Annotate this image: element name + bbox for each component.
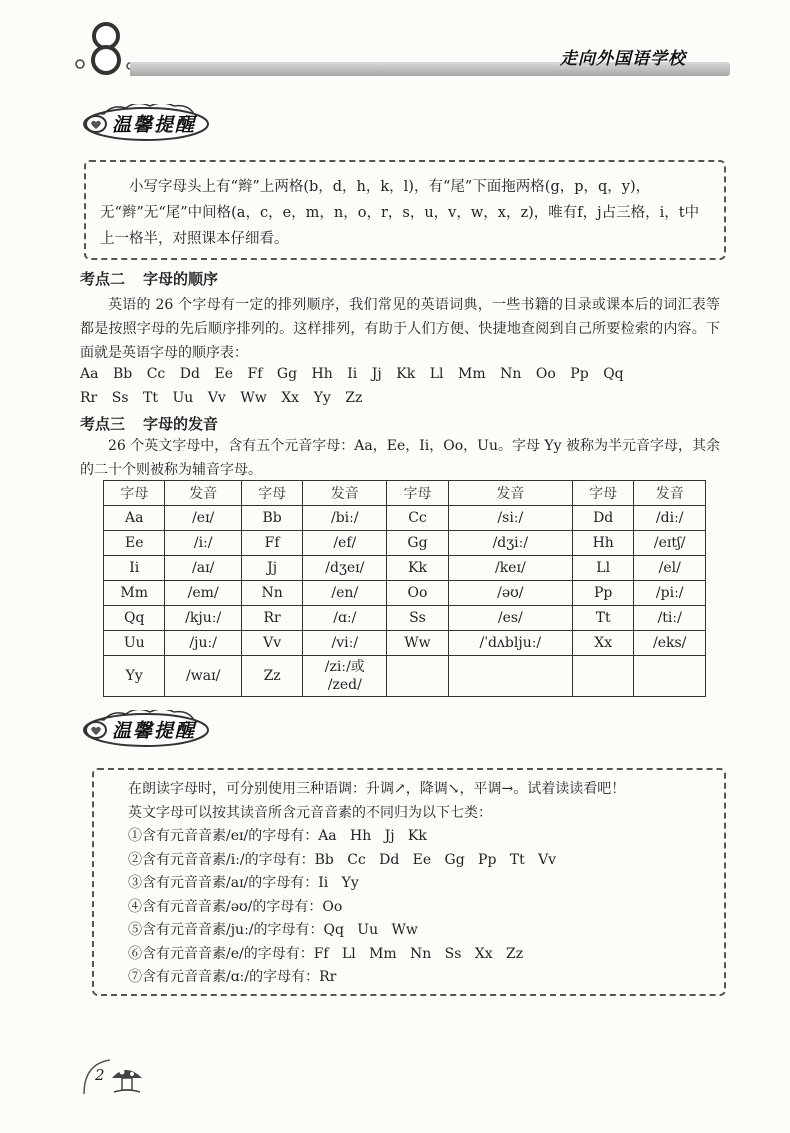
tip2-line: 英文字母可以按其读音所含元音音素的不同归为以下七类： [128,804,492,821]
table-cell [387,656,448,697]
table-cell: Hh [572,531,633,556]
tip2-lines [128,778,718,990]
tip2-line: ⑦含有元音音素/ɑː/的字母有：Rr [128,969,337,985]
letter: Xx [281,390,300,406]
table-cell: /tiː/ [634,606,706,631]
table-cell: Oo [387,581,448,606]
table-header-row [104,481,706,506]
table-cell: Ss [387,606,448,631]
table-header-cell: 字母 [241,481,302,506]
letter: Dd [179,366,200,382]
table-row [104,556,706,581]
table-cell: /eɪ/ [165,506,241,531]
section2-paragraph: 英语的 26 个字母有一定的排列顺序，我们常见的英语词典，一些书籍的目录或课本后的词汇表等都是按照字母的先后顺序排列的。这样排列，有助于人们方便、快捷地查阅到自己所要检索的内容。下面就是英语字母的顺序表： [80,297,720,361]
table-cell: Mm [104,581,165,606]
table-cell: Uu [104,631,165,656]
letter: Kk [396,366,416,382]
table-cell: Yy [104,656,165,697]
table-cell: /el/ [634,556,706,581]
chapter-8-logo-icon [68,20,138,76]
table-row [104,506,706,531]
letter: Nn [500,366,522,382]
table-cell: Vv [241,631,302,656]
letter: Ff [247,366,263,382]
table-cell: /piː/ [634,581,706,606]
letter: Ss [111,390,129,406]
letter: Yy [313,390,331,406]
section2-title: 字母的顺序 [143,270,219,288]
table-cell: /kjuː/ [165,606,241,631]
table-cell: Ii [104,556,165,581]
letter: Tt [143,390,158,406]
letter: Mm [457,366,486,382]
table-cell: /em/ [165,581,241,606]
table-cell: /ef/ [303,531,387,556]
table-cell: /keɪ/ [448,556,572,581]
tip2-line: ⑤含有元音音素/juː/的字母有：Qq Uu Ww [128,922,418,938]
table-cell: Xx [572,631,633,656]
table-cell: /viː/ [303,631,387,656]
tip1-text: 小写字母头上有“辫”上两格(b，d，h，k，l)，有“尾”下面拖两格(g，p，q，y)，无“辫”无“尾”中间格(a，c，e，m，n，o，r，s，u，v，w，x，z)，唯有f，j占三格，i，t中上一格半，对照课本仔细看。 [100,179,700,247]
letter: Ii [347,366,358,382]
table-cell: /iː/ [165,531,241,556]
tip2-line: ④含有元音音素/əʊ/的字母有：Oo [128,898,343,915]
table-cell: /waɪ/ [165,656,241,697]
letter: Bb [112,366,133,382]
table-cell: Nn [241,581,302,606]
table-cell: Pp [572,581,633,606]
table-cell: /əʊ/ [448,581,572,606]
table-cell [448,656,572,697]
table-cell: /aɪ/ [165,556,241,581]
mushroom-footer-icon [78,1054,148,1098]
table-cell: Rr [241,606,302,631]
table-row [104,656,706,697]
letter: Ee [214,366,233,382]
table-cell: Jj [241,556,302,581]
table-cell: Ee [104,531,165,556]
table-cell: Ll [572,556,633,581]
section3-title: 字母的发音 [143,415,219,433]
table-cell: Dd [572,506,633,531]
section3-paragraph: 26 个英文字母中，含有五个元音字母：Aa，Ee，Ii，Oo，Uu。字母 Yy 被称为半元音字母，其余的二十个则被称为辅音字母。 [80,438,721,478]
table-cell: Zz [241,656,302,697]
table-cell-line: /zed/ [327,677,362,693]
tip2-line: 在朗读字母时，可分别使用三种语调：升调↗，降调↘，平调→。试着读读看吧！ [128,781,626,797]
table-cell: Gg [387,531,448,556]
table-cell: /dʒeɪ/ [303,556,387,581]
page-number: 2 [95,1066,105,1084]
table-header-cell: 发音 [303,481,387,506]
letter: Gg [276,366,298,382]
letter: Cc [146,366,166,382]
table-cell: Ff [241,531,302,556]
table-row [104,631,706,656]
table-cell [572,656,633,697]
table-header-cell: 发音 [634,481,706,506]
pronunciation-table [103,480,706,697]
alphabet-row-1 [80,362,730,386]
table-cell: Tt [572,606,633,631]
table-cell: /diː/ [634,506,706,531]
section3-heading [80,413,236,434]
table-header-cell: 字母 [104,481,165,506]
letter: Pp [570,366,589,382]
tip2-line: ③含有元音音素/aɪ/的字母有：Ii Yy [128,875,359,891]
table-row [104,606,706,631]
alphabet-row-2 [80,386,730,410]
table-cell [634,656,706,697]
table-header-cell: 发音 [165,481,241,506]
table-cell: Bb [241,506,302,531]
table-row [104,581,706,606]
letter: Oo [535,366,556,382]
tip-badge-label: 温馨提醒 [112,720,197,742]
table-cell: /dʒiː/ [448,531,572,556]
table-cell [303,656,387,697]
table-header-cell: 发音 [448,481,572,506]
table-cell: /juː/ [165,631,241,656]
letter: Vv [207,390,226,406]
section3-label: 考点三 [80,415,126,433]
tip2-line: ⑥含有元音音素/e/的字母有：Ff Ll Mm Nn Ss Xx Zz [128,945,524,962]
table-cell-line: /ziː/或 [324,659,365,675]
letter: Uu [172,390,194,406]
tip-badge-1 [80,104,210,142]
table-cell: Kk [387,556,448,581]
tip2-line: ②含有元音音素/iː/的字母有：Bb Cc Dd Ee Gg Pp Tt Vv [128,851,557,868]
letter: Qq [603,366,624,382]
table-cell: /ɑː/ [303,606,387,631]
table-cell: /es/ [448,606,572,631]
letter: Ww [240,390,267,406]
section2-heading [80,268,236,289]
letter: Ll [429,366,444,382]
table-cell: Qq [104,606,165,631]
letter: Jj [371,366,382,382]
table-cell: /biː/ [303,506,387,531]
table-cell: /ˈdʌbljuː/ [448,631,572,656]
table-cell: /en/ [303,581,387,606]
table-cell: Aa [104,506,165,531]
table-row [104,531,706,556]
table-header-cell: 字母 [572,481,633,506]
table-cell: /eɪtʃ/ [634,531,706,556]
tip-badge-label: 温馨提醒 [112,114,197,136]
table-header-cell: 字母 [387,481,448,506]
letter: Zz [345,390,363,406]
tip2-line: ①含有元音音素/eɪ/的字母有：Aa Hh Jj Kk [128,828,427,844]
header-title: 走向外国语学校 [560,49,686,69]
letter: Rr [80,390,98,406]
table-cell: /eks/ [634,631,706,656]
letter: Hh [311,366,333,382]
section2-label: 考点二 [80,270,126,288]
tip-badge-2 [80,710,210,748]
table-cell: /siː/ [448,506,572,531]
table-cell: Ww [387,631,448,656]
letter: Aa [80,366,99,382]
table-cell: Cc [387,506,448,531]
